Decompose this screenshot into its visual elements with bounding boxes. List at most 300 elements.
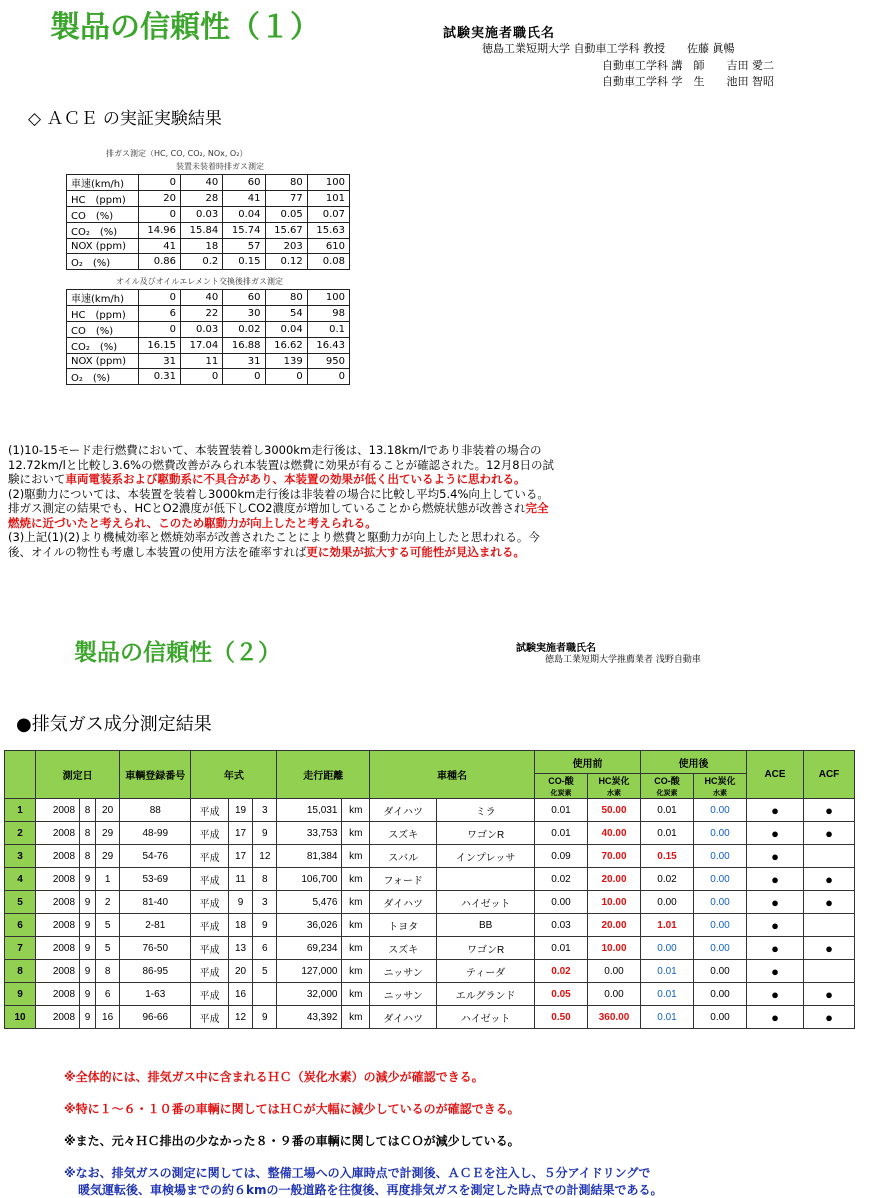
table-row	[5, 799, 855, 822]
cell-y: 2008	[36, 1006, 80, 1029]
cell-mo	[253, 983, 277, 1006]
findings-text	[8, 443, 556, 559]
cell-no: 10	[5, 1006, 36, 1029]
table-row	[5, 845, 855, 868]
test-row-label: O₂ (%)	[67, 254, 139, 270]
cell-hc2: 0.00	[694, 845, 747, 868]
test-cell: 0.02	[223, 322, 265, 338]
cell-y: 2008	[36, 799, 80, 822]
cell-m: 8	[80, 799, 96, 822]
test-cell: 0.04	[223, 207, 265, 223]
test-row	[67, 306, 350, 322]
cell-reg: 88	[120, 799, 191, 822]
header-year: 年式	[191, 751, 277, 799]
test-cell: 0.15	[223, 254, 265, 270]
cell-mo: 9	[253, 914, 277, 937]
note-1: ※全体的には、排気ガス中に含まれるＨＣ（炭化水素）の減少が確認できる。	[64, 1070, 484, 1084]
finding-1	[8, 443, 556, 487]
cell-mo: 3	[253, 891, 277, 914]
cell-co1: 0.02	[535, 960, 588, 983]
test-cell: 0	[181, 369, 223, 385]
test-cell: 0	[138, 207, 180, 223]
cell-mo: 3	[253, 799, 277, 822]
cell-d: 20	[95, 799, 119, 822]
cell-maker: ニッサン	[370, 983, 437, 1006]
cell-ace: ●	[747, 937, 804, 960]
cell-m: 8	[80, 845, 96, 868]
cell-acf: ●	[804, 822, 855, 845]
cell-maker: ダイハツ	[370, 799, 437, 822]
test-row	[67, 239, 350, 254]
test-cell: 30	[223, 306, 265, 322]
cell-dist: 69,234	[277, 937, 342, 960]
cell-unit: km	[342, 799, 370, 822]
cell-hc2: 0.00	[694, 983, 747, 1006]
cell-unit: km	[342, 937, 370, 960]
cell-hc1: 20.00	[588, 868, 641, 891]
test-cell: 41	[138, 239, 180, 254]
cell-ace: ●	[747, 960, 804, 983]
test-cell: 40	[181, 175, 223, 191]
cell-y: 2008	[36, 822, 80, 845]
cell-hc2: 0.00	[694, 799, 747, 822]
test-cell: 610	[307, 239, 349, 254]
test-row-label: O₂ (%)	[67, 369, 139, 385]
cell-co1: 0.09	[535, 845, 588, 868]
cell-co2: 0.15	[641, 845, 694, 868]
cell-d: 29	[95, 845, 119, 868]
header-co-before-sub: 化炭素	[550, 790, 572, 797]
test-cell: 0.03	[181, 207, 223, 223]
table2-caption: オイル及びオイルエレメント交換後排ガス測定	[116, 277, 283, 286]
cell-d: 2	[95, 891, 119, 914]
cell-ace: ●	[747, 845, 804, 868]
table-row	[5, 891, 855, 914]
cell-m: 9	[80, 983, 96, 1006]
cell-car: ティーダ	[437, 960, 535, 983]
finding-2	[8, 487, 556, 531]
finding-3-highlight: 更に効果が拡大する可能性が見込まれる。	[306, 544, 525, 559]
cell-unit: km	[342, 845, 370, 868]
cell-maker: スズキ	[370, 822, 437, 845]
test-cell: 100	[307, 175, 349, 191]
cell-ey: 11	[228, 868, 252, 891]
cell-ace: ●	[747, 822, 804, 845]
cell-ace: ●	[747, 914, 804, 937]
exhaust-results-table	[4, 750, 855, 1029]
cell-ey: 16	[228, 983, 252, 1006]
cell-era: 平成	[191, 822, 229, 845]
examiner-line-2: 自動車工学科 講 師 吉田 愛二	[602, 59, 774, 72]
exhaust-table-before	[66, 174, 350, 270]
cell-reg: 48-99	[120, 822, 191, 845]
test-cell: 40	[181, 290, 223, 306]
test-cell: 14.96	[138, 223, 180, 239]
cell-maker: スズキ	[370, 937, 437, 960]
cell-hc2: 0.00	[694, 891, 747, 914]
test-cell: 0	[223, 369, 265, 385]
test-cell: 60	[223, 290, 265, 306]
cell-dist: 32,000	[277, 983, 342, 1006]
test-cell: 0.1	[307, 322, 349, 338]
cell-ey: 20	[228, 960, 252, 983]
test-cell: 17.04	[181, 338, 223, 354]
header-hc-after	[694, 774, 747, 799]
test-cell: 15.63	[307, 223, 349, 239]
cell-no: 9	[5, 983, 36, 1006]
cell-hc1: 0.00	[588, 983, 641, 1006]
test-row	[67, 369, 350, 385]
test-cell: 31	[138, 354, 180, 369]
cell-co1: 0.05	[535, 983, 588, 1006]
cell-y: 2008	[36, 891, 80, 914]
note-5: 暖気運転後、車検場までの約６kmの一般道路を往復後、再度排気ガスを測定した時点での計測結果である。	[78, 1183, 663, 1197]
cell-car: BB	[437, 914, 535, 937]
test-cell: 16.43	[307, 338, 349, 354]
header-co-after	[641, 774, 694, 799]
cell-hc2: 0.00	[694, 1006, 747, 1029]
cell-m: 9	[80, 960, 96, 983]
cell-era: 平成	[191, 960, 229, 983]
cell-car: ハイゼット	[437, 891, 535, 914]
cell-d: 5	[95, 937, 119, 960]
cell-dist: 5,476	[277, 891, 342, 914]
cell-car: エルグランド	[437, 983, 535, 1006]
cell-co2: 0.00	[641, 937, 694, 960]
cell-co1: 0.01	[535, 799, 588, 822]
finding-2-highlight: 完全燃焼に近づいたと考えられ、このため駆動力が向上したと考えられる。	[8, 501, 549, 530]
cell-hc1: 10.00	[588, 937, 641, 960]
cell-ey: 12	[228, 1006, 252, 1029]
cell-d: 8	[95, 960, 119, 983]
table1-caption: 装置未装着時排ガス測定	[176, 162, 264, 171]
header-model: 車種名	[370, 751, 535, 799]
test-row	[67, 207, 350, 223]
finding-2-text: (2)駆動力については、本装置を装着し3000km走行後は非装着の場合に比較し平均5.4%向上している。排ガス測定の結果でも、HCとO2濃度が低下しCO2濃度が増加していることから燃焼状態が改善され	[8, 486, 549, 515]
test-cell: 139	[265, 354, 307, 369]
finding-1-highlight: 車両電装系および駆動系に不具合があり、本装置の効果が低く出ているように思われる。	[65, 472, 526, 486]
cell-co2: 0.01	[641, 822, 694, 845]
cell-maker: ニッサン	[370, 960, 437, 983]
test-cell: 0.86	[138, 254, 180, 270]
test-row	[67, 322, 350, 338]
finding-1-text: (1)10-15モード走行燃費において、本装置装着し3000km走行後は、13.18km/lであり非装着の場合の12.72km/lと比較し3.6%の燃費改善がみられ本装置は燃費に効果が有ることが確認された。12月8日の試験において	[8, 443, 555, 486]
cell-mo: 9	[253, 1006, 277, 1029]
cell-car: ハイゼット	[437, 1006, 535, 1029]
cell-ey: 17	[228, 822, 252, 845]
cell-co1: 0.01	[535, 937, 588, 960]
note-3: ※また、元々ＨＣ排出の少なかった８・９番の車輌に関してはＣＯが減少している。	[64, 1134, 520, 1148]
test-row-label: HC (ppm)	[67, 191, 139, 207]
cell-maker: トヨタ	[370, 914, 437, 937]
cell-era: 平成	[191, 868, 229, 891]
test-tables-figure	[66, 148, 356, 385]
cell-no: 5	[5, 891, 36, 914]
cell-ace: ●	[747, 868, 804, 891]
test-cell: 15.84	[181, 223, 223, 239]
cell-d: 1	[95, 868, 119, 891]
cell-reg: 53-69	[120, 868, 191, 891]
cell-unit: km	[342, 983, 370, 1006]
exhaust-table-after	[66, 289, 350, 385]
test-row	[67, 290, 350, 306]
cell-hc1: 50.00	[588, 799, 641, 822]
test-cell: 0.03	[181, 322, 223, 338]
cell-car: ワゴンR	[437, 937, 535, 960]
test-cell: 54	[265, 306, 307, 322]
table-row	[5, 983, 855, 1006]
finding-3-text: (3)上記(1)(2)より機械効率と燃焼効率が改善されたことにより燃費と駆動力が向上したと思われる。今後、オイルの物性も考慮し本装置の使用方法を確率すれば	[8, 530, 540, 559]
test-row	[67, 254, 350, 270]
page-title-2: 製品の信頼性（２）	[74, 640, 281, 666]
test-cell: 22	[181, 306, 223, 322]
test-cell: 0.2	[181, 254, 223, 270]
test-cell: 41	[223, 191, 265, 207]
examiner-line-3: 自動車工学科 学 生 池田 智昭	[602, 75, 774, 88]
cell-reg: 1-63	[120, 983, 191, 1006]
cell-d: 5	[95, 914, 119, 937]
table-row	[5, 868, 855, 891]
test-cell: 0.05	[265, 207, 307, 223]
cell-y: 2008	[36, 845, 80, 868]
header-hc-before-label: HC炭化	[598, 776, 630, 786]
test-cell: 20	[138, 191, 180, 207]
cell-mo: 5	[253, 960, 277, 983]
cell-unit: km	[342, 1006, 370, 1029]
cell-acf	[804, 845, 855, 868]
test-cell: 950	[307, 354, 349, 369]
page-title-1: 製品の信頼性（１）	[50, 10, 320, 45]
cell-mo: 6	[253, 937, 277, 960]
cell-no: 4	[5, 868, 36, 891]
test-row-label: NOX (ppm)	[67, 239, 139, 254]
test-row-label: 車速(km/h)	[67, 175, 139, 191]
cell-unit: km	[342, 960, 370, 983]
header-co-after-label: CO-酸	[654, 776, 680, 786]
cell-hc2: 0.00	[694, 960, 747, 983]
test-cell: 77	[265, 191, 307, 207]
cell-reg: 2-81	[120, 914, 191, 937]
cell-maker: フォード	[370, 868, 437, 891]
cell-dist: 36,026	[277, 914, 342, 937]
table-row	[5, 1006, 855, 1029]
cell-era: 平成	[191, 983, 229, 1006]
cell-no: 6	[5, 914, 36, 937]
cell-no: 2	[5, 822, 36, 845]
note-4: ※なお、排気ガスの測定に関しては、整備工場への入庫時点で計測後、ＡＣＥを注入し、５分アイドリングで	[64, 1166, 651, 1180]
test-cell: 31	[223, 354, 265, 369]
cell-dist: 106,700	[277, 868, 342, 891]
test-cell: 57	[223, 239, 265, 254]
test-cell: 16.15	[138, 338, 180, 354]
table-row	[5, 914, 855, 937]
cell-hc1: 70.00	[588, 845, 641, 868]
cell-ey: 9	[228, 891, 252, 914]
cell-acf: ●	[804, 799, 855, 822]
test-row-label: NOX (ppm)	[67, 354, 139, 369]
cell-car: インプレッサ	[437, 845, 535, 868]
cell-no: 7	[5, 937, 36, 960]
examiner-line-1: 徳島工業短期大学 自動車工学科 教授 佐藤 眞暢	[482, 42, 735, 55]
header-hc-before-sub: 水素	[607, 790, 621, 797]
cell-unit: km	[342, 891, 370, 914]
note-2: ※特に１～６・１０番の車輌に関してはＨＣが大幅に減少しているのが確認できる。	[64, 1102, 520, 1116]
cell-maker: ダイハツ	[370, 1006, 437, 1029]
cell-co2: 0.01	[641, 1006, 694, 1029]
header-co-before	[535, 774, 588, 799]
cell-maker: ダイハツ	[370, 891, 437, 914]
cell-acf: ●	[804, 983, 855, 1006]
cell-reg: 81-40	[120, 891, 191, 914]
cell-y: 2008	[36, 937, 80, 960]
cell-unit: km	[342, 914, 370, 937]
header-co-before-label: CO-酸	[548, 776, 574, 786]
cell-acf: ●	[804, 868, 855, 891]
header-no	[5, 751, 36, 799]
cell-hc1: 360.00	[588, 1006, 641, 1029]
test-cell: 101	[307, 191, 349, 207]
notes-block	[64, 1068, 864, 1198]
cell-m: 9	[80, 868, 96, 891]
cell-hc2: 0.00	[694, 914, 747, 937]
cell-car	[437, 868, 535, 891]
test-cell: 0	[265, 369, 307, 385]
test-cell: 0	[138, 175, 180, 191]
test-cell: 16.62	[265, 338, 307, 354]
table-row	[5, 960, 855, 983]
cell-era: 平成	[191, 891, 229, 914]
test-cell: 100	[307, 290, 349, 306]
cell-co2: 0.00	[641, 891, 694, 914]
test-cell: 0.07	[307, 207, 349, 223]
cell-y: 2008	[36, 914, 80, 937]
cell-era: 平成	[191, 845, 229, 868]
test-cell: 6	[138, 306, 180, 322]
header-before: 使用前	[535, 751, 641, 774]
header-date: 測定日	[36, 751, 120, 799]
cell-ey: 19	[228, 799, 252, 822]
cell-acf: ●	[804, 891, 855, 914]
test-cell: 80	[265, 290, 307, 306]
cell-unit: km	[342, 822, 370, 845]
cell-co2: 0.01	[641, 799, 694, 822]
cell-era: 平成	[191, 1006, 229, 1029]
test-row-label: CO₂ (%)	[67, 223, 139, 239]
cell-ace: ●	[747, 983, 804, 1006]
cell-dist: 33,753	[277, 822, 342, 845]
cell-mo: 9	[253, 822, 277, 845]
cell-ey: 17	[228, 845, 252, 868]
cell-acf: ●	[804, 1006, 855, 1029]
header-acf: ACF	[804, 751, 855, 799]
header-after: 使用後	[641, 751, 747, 774]
table-row	[5, 822, 855, 845]
cell-hc2: 0.00	[694, 937, 747, 960]
test-row	[67, 354, 350, 369]
cell-no: 8	[5, 960, 36, 983]
cell-ace: ●	[747, 1006, 804, 1029]
cell-reg: 96-66	[120, 1006, 191, 1029]
cell-acf: ●	[804, 937, 855, 960]
test-cell: 11	[181, 354, 223, 369]
header-ace: ACE	[747, 751, 804, 799]
test-cell: 0.12	[265, 254, 307, 270]
cell-acf	[804, 914, 855, 937]
test-cell: 15.74	[223, 223, 265, 239]
test-cell: 0.08	[307, 254, 349, 270]
cell-ace: ●	[747, 799, 804, 822]
test-cell: 28	[181, 191, 223, 207]
cell-m: 9	[80, 937, 96, 960]
test-row	[67, 223, 350, 239]
header-distance: 走行距離	[277, 751, 370, 799]
cell-era: 平成	[191, 937, 229, 960]
test-row-label: CO (%)	[67, 207, 139, 223]
test-cell: 60	[223, 175, 265, 191]
cell-ace: ●	[747, 891, 804, 914]
cell-dist: 15,031	[277, 799, 342, 822]
examiner-line-section2: 徳島工業短期大学推薦業者 浅野自動車	[545, 655, 701, 665]
test-row-label: HC (ppm)	[67, 306, 139, 322]
cell-mo: 12	[253, 845, 277, 868]
test-row-label: 車速(km/h)	[67, 290, 139, 306]
table-row	[5, 937, 855, 960]
cell-car: ミラ	[437, 799, 535, 822]
examiners-heading-1: 試験実施者職氏名	[443, 26, 556, 41]
test-cell: 0	[138, 322, 180, 338]
cell-reg: 54-76	[120, 845, 191, 868]
cell-unit: km	[342, 868, 370, 891]
test-row	[67, 191, 350, 207]
test-row	[67, 175, 350, 191]
cell-era: 平成	[191, 914, 229, 937]
cell-co1: 0.00	[535, 891, 588, 914]
test-row	[67, 338, 350, 354]
cell-m: 8	[80, 822, 96, 845]
section-subtitle-1: ◇ ＡＣＥ の実証実験結果	[28, 109, 222, 129]
cell-reg: 86-95	[120, 960, 191, 983]
test-tables-header: 排ガス測定（HC, CO, CO₂, NOx, O₂）	[106, 149, 248, 158]
test-cell: 0	[307, 369, 349, 385]
header-reg: 車輌登録番号	[120, 751, 191, 799]
header-co-after-sub: 化炭素	[656, 790, 678, 797]
cell-maker: スバル	[370, 845, 437, 868]
test-cell: 0.31	[138, 369, 180, 385]
cell-dist: 81,384	[277, 845, 342, 868]
test-cell: 98	[307, 306, 349, 322]
cell-ey: 18	[228, 914, 252, 937]
test-row-label: CO (%)	[67, 322, 139, 338]
cell-co1: 0.50	[535, 1006, 588, 1029]
cell-m: 9	[80, 1006, 96, 1029]
cell-m: 9	[80, 891, 96, 914]
test-row-label: CO₂ (%)	[67, 338, 139, 354]
cell-hc2: 0.00	[694, 822, 747, 845]
cell-y: 2008	[36, 983, 80, 1006]
header-hc-before	[588, 774, 641, 799]
cell-no: 3	[5, 845, 36, 868]
cell-hc1: 20.00	[588, 914, 641, 937]
cell-hc2: 0.00	[694, 868, 747, 891]
cell-ey: 13	[228, 937, 252, 960]
cell-co2: 0.01	[641, 983, 694, 1006]
cell-m: 9	[80, 914, 96, 937]
header-hc-after-label: HC炭化	[704, 776, 736, 786]
cell-co2: 0.02	[641, 868, 694, 891]
cell-hc1: 10.00	[588, 891, 641, 914]
cell-dist: 43,392	[277, 1006, 342, 1029]
test-cell: 203	[265, 239, 307, 254]
